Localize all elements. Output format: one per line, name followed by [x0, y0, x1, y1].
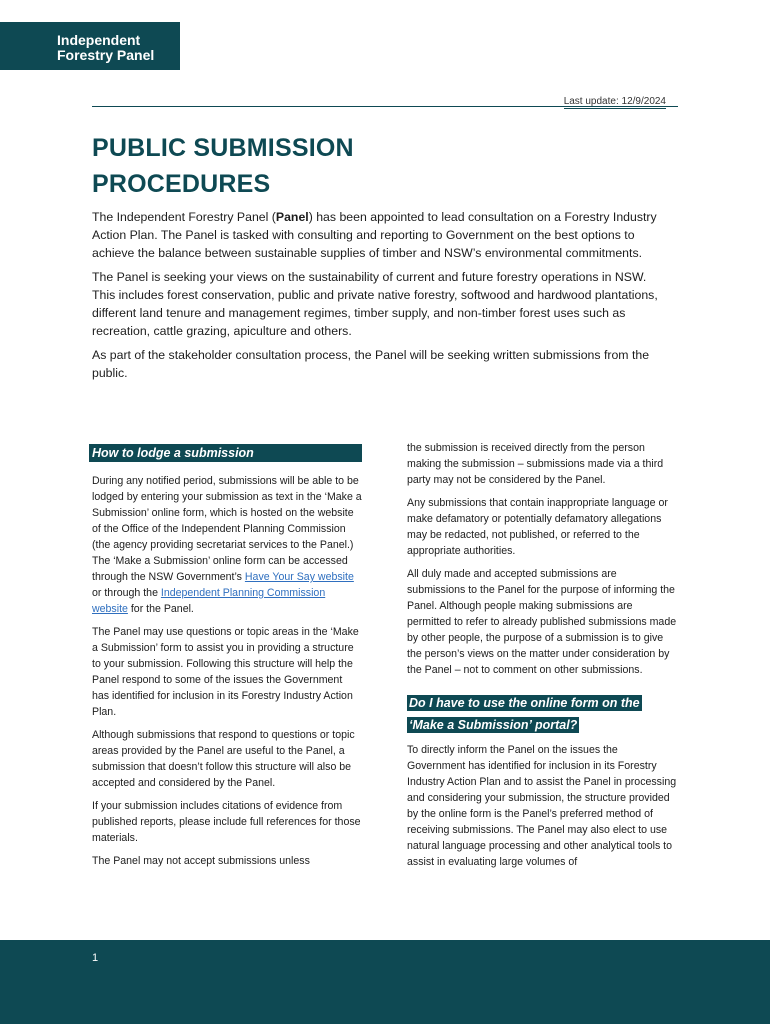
left-p1-text-c: for the Panel. [127, 603, 194, 615]
section-heading-lodge: How to lodge a submission [89, 444, 362, 462]
right-paragraph-4: To directly inform the Panel on the issues the Government has identified for inclusion in its Forestry Industry Action Plan and to assist the Panel in processing and considering your submission, the structure provided by the online form is the Panel’s preferred method of receiving submissions. The Panel may also elect to use natural language processing and other analytical tools to assist in evaluating large volumes of [407, 744, 677, 868]
left-paragraph-5: The Panel may not accept submissions unless [92, 855, 310, 867]
intro-p1-text-b: ) has been appointed to lead consultation on a Forestry Industry Action Plan. The Panel is tasked with consulting and reporting to Government on the best options to achieve the balance between sustainable supplies of timber and NSW’s environmental commitments. [92, 210, 657, 260]
left-paragraph-1 [92, 473, 362, 617]
left-p1-text-b: or through the [92, 587, 161, 599]
brand-line-2: Forestry Panel [57, 47, 155, 63]
have-your-say-link[interactable]: Have Your Say website [244, 571, 354, 583]
page-title: PUBLIC SUBMISSION PROCEDURES [92, 134, 354, 198]
intro-p1-bold: Panel [275, 210, 309, 224]
intro-paragraph-2: The Panel is seeking your views on the sustainability of current and future forestry operations in NSW. This includes forest conservation, public and private native forestry, softwood and hardwood plantations, different land tenure and management regimes, timber supply, and non-timber forest uses such as recreation, cattle grazing, apiculture and others. [92, 270, 658, 338]
left-paragraph-2: The Panel may use questions or topic areas in the ‘Make a Submission’ form to assist you in providing a structure to your submission. Following this structure will help the Panel respond to some of the issues the Government has identified for inclusion in its Forestry Industry Action Plan. [92, 626, 359, 718]
left-column [92, 440, 362, 876]
page-footer [0, 940, 770, 1024]
page-number: 1 [92, 952, 99, 964]
right-column [407, 440, 677, 877]
left-paragraph-4: If your submission includes citations of evidence from published reports, please include full references for those materials. [92, 800, 361, 844]
left-p1-text-a: During any notified period, submissions will be able to be lodged by entering your submission as text in the ‘Make a Submission’ online form, which is hosted on the website of the Office of the Independent Planning Commission (the agency providing secretariat services to the Panel.) The ‘Make a Submission’ online form can be accessed through the NSW Government’s [92, 475, 362, 583]
right-paragraph-1: the submission is received directly from the person making the submission – submissions made via a third party may not be considered by the Panel. [407, 442, 664, 486]
intro-section [92, 208, 672, 388]
right-paragraph-2: Any submissions that contain inappropriate language or make defamatory or potentially defamatory allegations may be redacted, not published, or referred to the appropriate authorities. [407, 497, 668, 557]
left-paragraph-3: Although submissions that respond to questions or topic areas provided by the Panel are useful to the Panel, a submission that doesn’t follow this structure will also be accepted and considered by the Panel. [92, 729, 355, 789]
brand-line-1: Independent [57, 32, 141, 48]
section-heading-online-form-wrap [407, 692, 677, 736]
intro-paragraph-3: As part of the stakeholder consultation process, the Panel will be seeking written submissions from the public. [92, 348, 650, 380]
brand-logo [0, 22, 180, 70]
intro-paragraph-1 [92, 208, 672, 262]
intro-p1-text-a: The Independent Forestry Panel ( [92, 210, 276, 224]
ipc-website-link[interactable]: Independent Planning Commission website [92, 587, 326, 615]
right-paragraph-3: All duly made and accepted submissions are submissions to the Panel for the purpose of informing the Panel. Although people making submissions are permitted to refer to already published submissions made by other people, the purpose of a submission is to give the person’s views on the matter under consideration by the Panel – not to comment on other submissions. [407, 568, 677, 676]
section-heading-online-form: Do I have to use the online form on the ‘Make a Submission’ portal? [409, 696, 640, 732]
last-update-date: Last update: 12/9/2024 [563, 96, 666, 107]
